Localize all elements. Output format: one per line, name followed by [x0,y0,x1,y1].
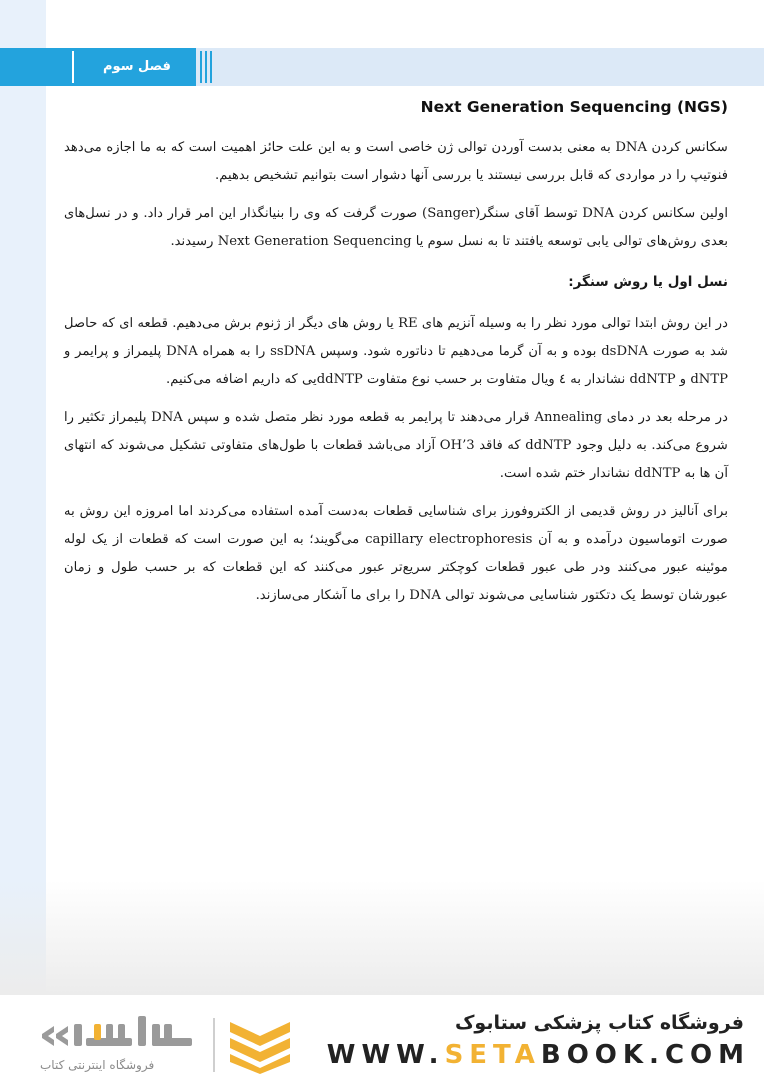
url-prefix: WWW. [326,1040,445,1070]
tab-stripe [210,51,212,83]
tab-divider [72,51,74,83]
section-title: Next Generation Sequencing (NGS) [420,98,728,116]
chapter-label: فصل سوم [103,59,171,74]
store-name: فروشگاه کتاب پزشکی ستابوک [454,1012,744,1034]
bottom-fade [0,880,764,995]
url-suffix: BOOK.COM [540,1040,750,1070]
logo-caption: فروشگاه اینترنتی کتاب [40,1058,155,1072]
paragraph: سکانس کردن DNA به معنی بدست آوردن توالی ژن خاصی است و به این علت حائز اهمیت است که به ما اجازه می‌دهد فنوتیپ را در مواردی که قابل بررسی نیستند یا بررسی آنها دشوار است بتوانیم تشخیص بدهیم. [64,140,728,183]
paragraph: در این روش ابتدا توالی مورد نظر را به وسیله آنزیم های RE یا روش های دیگر از ژنوم برش می‌دهیم. قطعه ای که حاصل شد به صورت dsDNA بوده و به آن گرما می‌دهیم تا دناتوره شود. وسپس ssDNA را به همراه DNA پلیمراز و پرایمر و dNTP و ddNTP نشاندار به ٤ ویال متفاوت بر حسب نوع متفاوت ddNTPیی که داریم اضافه می‌کنیم. [64,316,729,387]
paragraph: در مرحله بعد در دمای Annealing قرار می‌دهند تا پرایمر به قطعه مورد نظر متصل شده و سپس DNA پلیمراز تکثیر را شروع می‌کند. به دلیل وجود ddNTP که فاقد 3’OH آزاد می‌باشد قطعات با طول‌های متفاوتی تشکیل می‌شوند که انتهای آن ها به ddNTP نشاندار ختم شده است. [64,410,728,481]
sub-heading: نسل اول یا روش سنگر: [568,274,728,290]
paragraph: اولین سکانس کردن DNA توسط آقای سنگر(Sanger) صورت گرفت که وی را بنیانگذار این امر قرار داد. و در نسل‌های بعدی روش‌های توالی یابی توسعه یافتند تا به نسل سوم یا Next Generation Sequencing رسیدند. [64,206,729,249]
logo-chevron-icon [230,1022,290,1074]
url-brand: SETA [444,1040,541,1070]
tab-stripe [200,51,202,83]
left-margin-strip [0,0,46,995]
store-url[interactable] [327,1040,750,1070]
logo-wordmark-icon [42,1016,192,1046]
paragraph: برای آنالیز در روش قدیمی از الکتروفورز برای شناسایی قطعات به‌دست آمده استفاده می‌کردند اما امروزه این روش به صورت اتوماسیون درآمده و به آن capillary electrophoresis می‌گویند؛ به این صورت است که قطعات از یک لوله موئینه عبور می‌کنند ودر طی عبور قطعات کوچکتر سریع‌تر عبور می‌کنند که این قطعات که بر حسب طول و زمان عبورشان توسط یک دتکتور شناسایی می‌شوند توالی DNA را برای ما آشکار می‌سازند. [64,504,728,603]
tab-stripe [205,51,207,83]
main-content [64,96,728,620]
